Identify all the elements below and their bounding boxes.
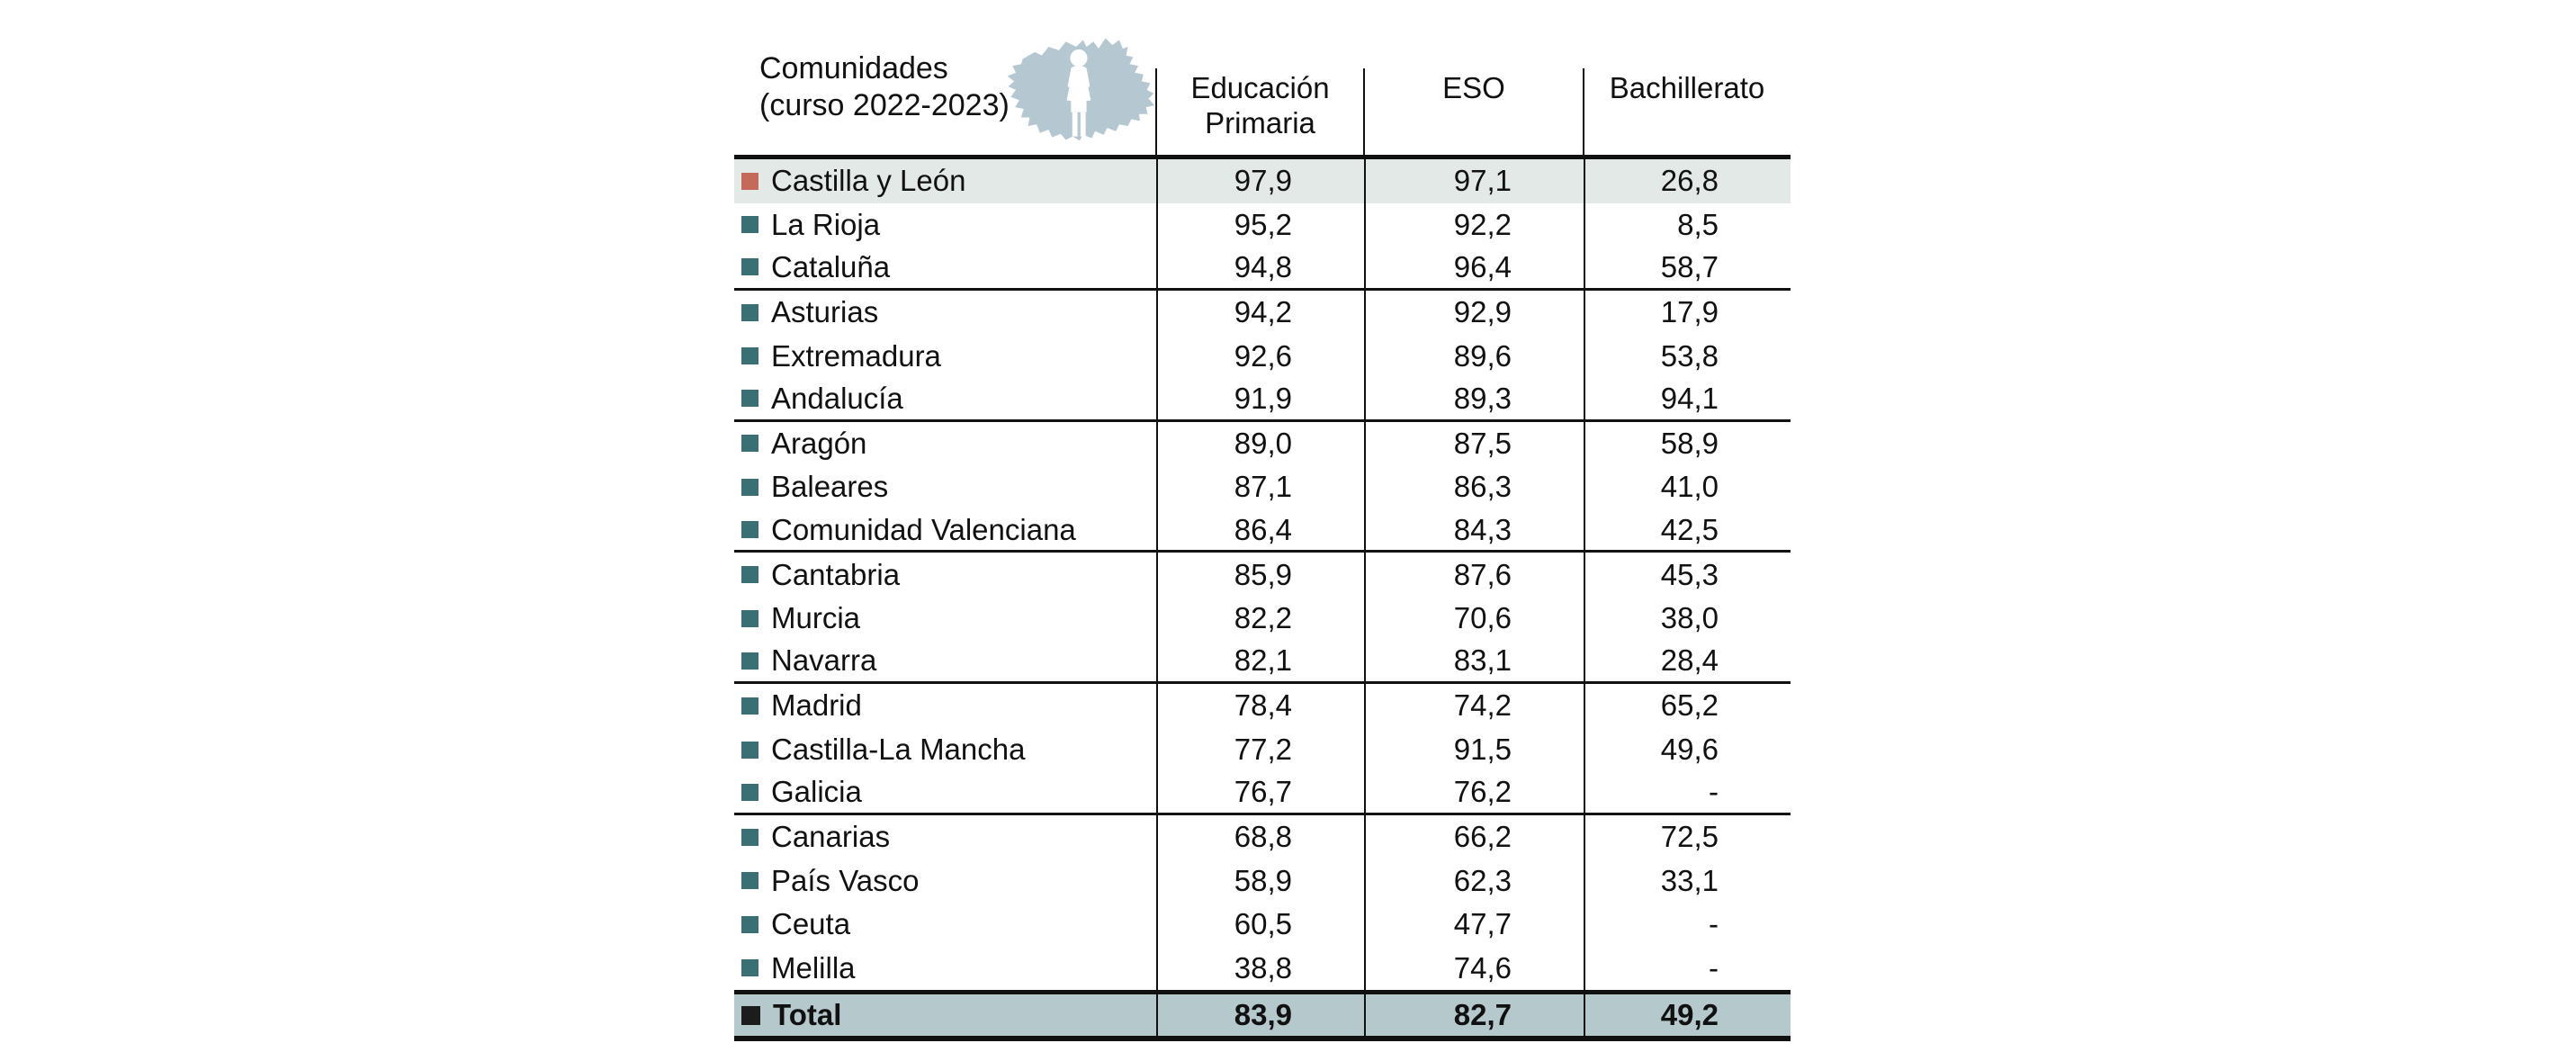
community-label-cell	[734, 334, 1156, 378]
bachillerato-value: 41,0	[1584, 465, 1791, 509]
community-name: Melilla	[771, 950, 856, 985]
row-bullet-icon	[741, 697, 758, 715]
table-row	[734, 203, 1791, 247]
bachillerato-value: 26,8	[1584, 159, 1791, 203]
primaria-value: 76,7	[1156, 771, 1364, 813]
community-label-cell	[734, 465, 1156, 509]
table-row	[734, 334, 1791, 378]
community-label-cell	[734, 247, 1156, 288]
community-label-cell	[734, 903, 1156, 947]
community-name: Madrid	[771, 688, 862, 723]
table-row	[734, 641, 1791, 685]
community-name: Aragón	[771, 426, 867, 460]
community-label-cell	[734, 422, 1156, 466]
row-bullet-icon	[741, 347, 758, 364]
row-bullet-icon	[741, 566, 758, 583]
table-row	[734, 597, 1791, 641]
table-row	[734, 728, 1791, 772]
header-col-bachillerato	[1584, 25, 1791, 155]
total-row	[734, 990, 1791, 1041]
eso-value: 87,6	[1364, 553, 1584, 597]
row-bullet-icon	[741, 872, 758, 889]
row-bullet-icon	[741, 784, 758, 801]
table-title-line1: Comunidades	[759, 51, 948, 85]
header-col-educacion-primaria	[1156, 25, 1364, 155]
primaria-value: 58,9	[1156, 859, 1364, 904]
table-row	[734, 684, 1791, 728]
table-row	[734, 247, 1791, 291]
eso-value: 97,1	[1364, 159, 1584, 203]
community-name: Extremadura	[771, 338, 941, 373]
table-row	[734, 291, 1791, 335]
community-name: Asturias	[771, 295, 879, 329]
community-name: Galicia	[771, 775, 862, 809]
primaria-value: 97,9	[1156, 159, 1364, 203]
eso-value: 96,4	[1364, 247, 1584, 288]
primaria-value: 82,2	[1156, 597, 1364, 641]
community-label-cell	[734, 947, 1156, 991]
eso-value: 74,2	[1364, 684, 1584, 728]
primaria-value: 89,0	[1156, 422, 1364, 466]
eso-value: 87,5	[1364, 422, 1584, 466]
table-body	[734, 159, 1791, 990]
community-name: Murcia	[771, 601, 861, 635]
header-col1-line2: Primaria	[1205, 106, 1315, 139]
bachillerato-value: 17,9	[1584, 291, 1791, 335]
primaria-value: 87,1	[1156, 465, 1364, 509]
community-name: Cataluña	[771, 249, 891, 283]
bachillerato-value: 53,8	[1584, 334, 1791, 378]
table-row	[734, 859, 1791, 904]
table-row	[734, 378, 1791, 422]
community-label-cell	[734, 771, 1156, 813]
primaria-value: 60,5	[1156, 903, 1364, 947]
bachillerato-value: -	[1584, 947, 1791, 991]
community-name: Cantabria	[771, 557, 901, 591]
community-label-cell	[734, 203, 1156, 247]
bachillerato-value: 94,1	[1584, 378, 1791, 419]
community-name: La Rioja	[771, 207, 881, 241]
eso-value: 92,2	[1364, 203, 1584, 247]
community-label-cell	[734, 815, 1156, 859]
bachillerato-value: -	[1584, 771, 1791, 813]
primaria-value: 68,8	[1156, 815, 1364, 859]
community-name: Baleares	[771, 470, 889, 504]
community-name: Castilla-La Mancha	[771, 733, 1026, 767]
bachillerato-value: 33,1	[1584, 859, 1791, 904]
primaria-value: 85,9	[1156, 553, 1364, 597]
eso-value: 83,1	[1364, 641, 1584, 682]
eso-value: 47,7	[1364, 903, 1584, 947]
eso-value: 92,9	[1364, 291, 1584, 335]
community-label-cell	[734, 728, 1156, 772]
primaria-value: 92,6	[1156, 334, 1364, 378]
primaria-value: 94,2	[1156, 291, 1364, 335]
primaria-value: 91,9	[1156, 378, 1364, 419]
total-label: Total	[773, 998, 842, 1032]
total-eso-value: 82,7	[1364, 994, 1584, 1036]
table-header	[734, 25, 1791, 159]
row-bullet-icon	[741, 521, 758, 538]
eso-value: 89,6	[1364, 334, 1584, 378]
community-name: Ceuta	[771, 907, 851, 941]
row-bullet-icon	[741, 916, 758, 933]
community-name: Comunidad Valenciana	[771, 512, 1076, 546]
eso-value: 66,2	[1364, 815, 1584, 859]
table-row	[734, 422, 1791, 466]
primaria-value: 78,4	[1156, 684, 1364, 728]
header-communities-cell	[734, 25, 1156, 155]
bachillerato-value: 38,0	[1584, 597, 1791, 641]
bachillerato-value: 65,2	[1584, 684, 1791, 728]
community-label-cell	[734, 509, 1156, 551]
community-label-cell	[734, 291, 1156, 335]
bachillerato-value: 28,4	[1584, 641, 1791, 682]
primaria-value: 77,2	[1156, 728, 1364, 772]
header-col-eso	[1364, 25, 1584, 155]
table-row	[734, 903, 1791, 947]
table-row	[734, 465, 1791, 509]
table-row	[734, 553, 1791, 597]
table-row	[734, 947, 1791, 991]
table-title-line2: (curso 2022-2023)	[759, 88, 1010, 122]
row-bullet-icon	[741, 479, 758, 496]
community-label-cell	[734, 641, 1156, 682]
community-label-cell	[734, 597, 1156, 641]
row-bullet-icon	[741, 258, 758, 275]
row-bullet-icon	[741, 216, 758, 233]
header-col2-label: ESO	[1442, 71, 1505, 104]
eso-value: 84,3	[1364, 509, 1584, 551]
total-bachillerato-value: 49,2	[1584, 994, 1791, 1036]
eso-value: 86,3	[1364, 465, 1584, 509]
primaria-value: 86,4	[1156, 509, 1364, 551]
eso-value: 89,3	[1364, 378, 1584, 419]
header-col1-line1: Educación	[1190, 71, 1330, 104]
table-row	[734, 509, 1791, 553]
total-bullet-icon	[741, 1006, 760, 1025]
bachillerato-value: 45,3	[1584, 553, 1791, 597]
community-name: Navarra	[771, 643, 877, 678]
row-bullet-icon	[741, 304, 758, 321]
table-row	[734, 159, 1791, 203]
row-bullet-icon	[741, 652, 758, 670]
bachillerato-value: 58,9	[1584, 422, 1791, 466]
table-row	[734, 771, 1791, 815]
row-bullet-icon	[741, 829, 758, 846]
bachillerato-value: 72,5	[1584, 815, 1791, 859]
community-label-cell	[734, 159, 1156, 203]
community-label-cell	[734, 378, 1156, 419]
primaria-value: 94,8	[1156, 247, 1364, 288]
community-name: País Vasco	[771, 863, 920, 897]
row-bullet-icon	[741, 435, 758, 452]
primaria-value: 95,2	[1156, 203, 1364, 247]
total-primaria-value: 83,9	[1156, 994, 1364, 1036]
eso-value: 70,6	[1364, 597, 1584, 641]
row-bullet-icon	[741, 390, 758, 407]
row-bullet-icon	[741, 959, 758, 976]
eso-value: 91,5	[1364, 728, 1584, 772]
bachillerato-value: 42,5	[1584, 509, 1791, 551]
bachillerato-value: 49,6	[1584, 728, 1791, 772]
bachillerato-value: 8,5	[1584, 203, 1791, 247]
bachillerato-value: -	[1584, 903, 1791, 947]
community-label-cell	[734, 684, 1156, 728]
community-label-cell	[734, 859, 1156, 904]
row-bullet-icon	[741, 610, 758, 627]
table-row	[734, 815, 1791, 859]
community-label-cell	[734, 553, 1156, 597]
primaria-value: 38,8	[1156, 947, 1364, 991]
community-name: Andalucía	[771, 381, 903, 415]
castilla-y-leon-map-icon	[997, 31, 1159, 146]
eso-value: 76,2	[1364, 771, 1584, 813]
eso-value: 62,3	[1364, 859, 1584, 904]
community-name: Castilla y León	[771, 164, 966, 198]
primaria-value: 82,1	[1156, 641, 1364, 682]
eso-value: 74,6	[1364, 947, 1584, 991]
row-bullet-icon	[741, 742, 758, 759]
bachillerato-value: 58,7	[1584, 247, 1791, 288]
header-col3-label: Bachillerato	[1609, 71, 1765, 104]
education-enrolment-table	[734, 25, 1791, 1041]
community-name: Canarias	[771, 820, 891, 854]
row-bullet-icon	[741, 173, 758, 190]
total-label-cell	[734, 994, 1156, 1036]
